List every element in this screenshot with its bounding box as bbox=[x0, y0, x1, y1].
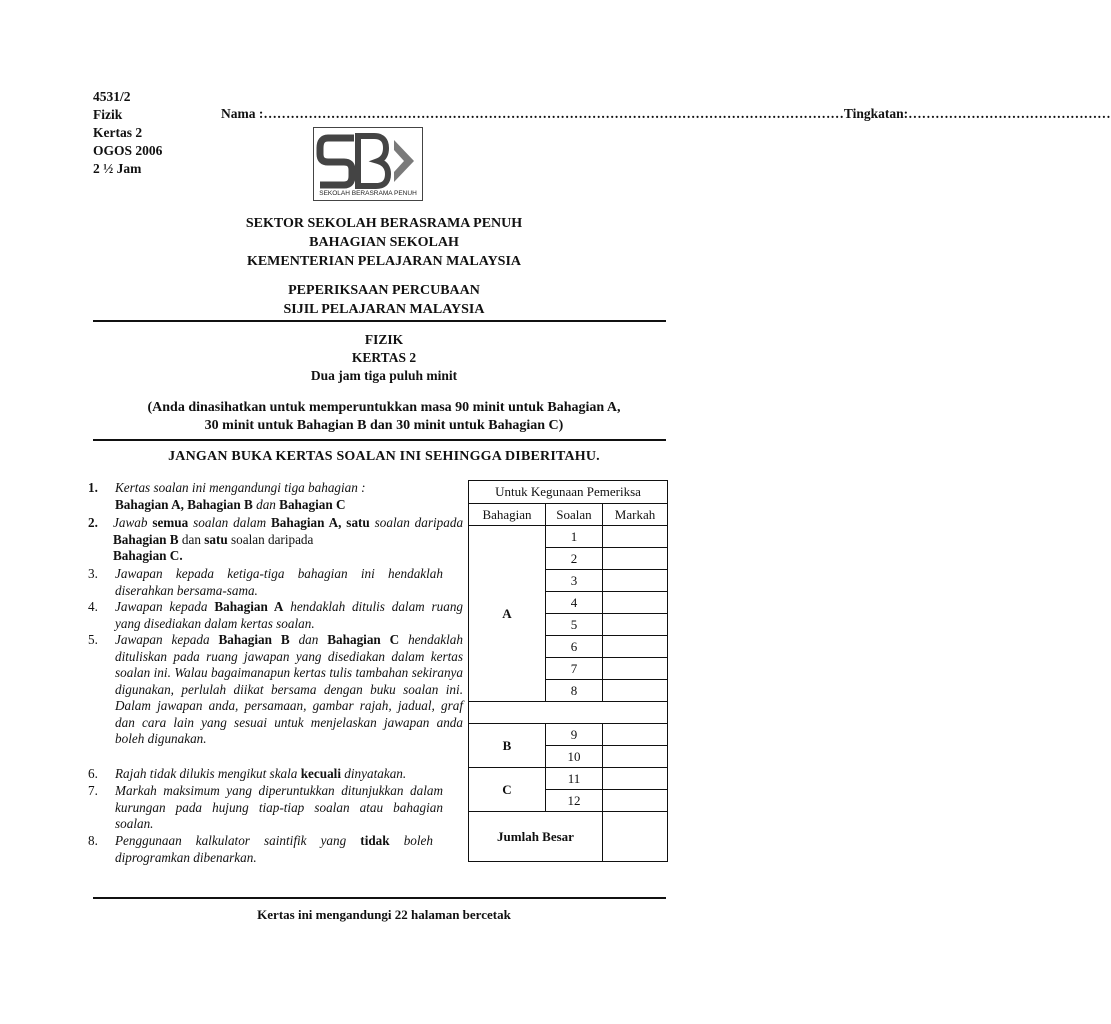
section-b-label: B bbox=[469, 724, 546, 768]
instruction-7: 7. Markah maksimum yang diperuntukkan ditunjukkan dalam kurungan pada hujung tiap-tiap soalan atau bahagian soalan. bbox=[88, 783, 443, 831]
instruction-3: 3. Jawapan kepada ketiga-tiga bahagian ini hendaklah diserahkan bersama-sama. bbox=[88, 566, 443, 598]
exam-line-1: PEPERIKSAAN PERCUBAAN bbox=[288, 283, 480, 298]
organisation-block bbox=[0, 214, 768, 271]
col-header-section: Bahagian bbox=[469, 504, 546, 526]
question-number: 8 bbox=[546, 680, 603, 702]
question-number: 12 bbox=[546, 790, 603, 812]
question-number: 11 bbox=[546, 768, 603, 790]
spacer-row bbox=[469, 702, 668, 724]
question-number: 9 bbox=[546, 724, 603, 746]
mark-cell[interactable] bbox=[603, 592, 668, 614]
mark-cell[interactable] bbox=[603, 526, 668, 548]
question-number: 5 bbox=[546, 614, 603, 636]
warning-notice: JANGAN BUKA KERTAS SOALAN INI SEHINGGA DIBERITAHU. bbox=[168, 449, 600, 464]
question-number: 2 bbox=[546, 548, 603, 570]
question-number: 4 bbox=[546, 592, 603, 614]
total-mark-cell[interactable] bbox=[603, 812, 668, 862]
question-number: 3 bbox=[546, 570, 603, 592]
exam-line-2: SIJIL PELAJARAN MALAYSIA bbox=[283, 302, 485, 317]
divider-1 bbox=[93, 320, 666, 322]
paper-code: 4531/2 bbox=[93, 89, 131, 104]
name-form-line: Nama :…………………………………………………………………………………………………………………Tingkatan:……………………………………… bbox=[221, 106, 1111, 121]
mark-cell[interactable] bbox=[603, 658, 668, 680]
section-a-label: A bbox=[469, 526, 546, 702]
col-header-marks: Markah bbox=[603, 504, 668, 526]
col-header-question: Soalan bbox=[546, 504, 603, 526]
sbp-logo bbox=[313, 127, 423, 201]
paper-date: OGOS 2006 bbox=[93, 143, 163, 158]
instruction-5: 5. Jawapan kepada Bahagian B dan Bahagian C hendaklah dituliskan pada ruang jawapan yang disediakan dalam kertas soalan ini. Walau bagaimanapun kertas tulis tambahan sekiranya digunakan, perlulah diikat bersama dengan buku soalan ini. Dalam jawapan anda, persamaan, gambar rajah, jadual, graf dan cara lain yang sesuai untuk menjelaskan jawapan anda boleh digunakan. bbox=[88, 632, 463, 746]
mark-cell[interactable] bbox=[603, 636, 668, 658]
org-line-3: KEMENTERIAN PELAJARAN MALAYSIA bbox=[246, 254, 522, 269]
exam-title-block bbox=[0, 281, 768, 319]
section-c-label: C bbox=[469, 768, 546, 812]
paper-subject: Fizik bbox=[93, 107, 123, 122]
instruction-4: 4. Jawapan kepada Bahagian A hendaklah ditulis dalam ruang yang disediakan dalam kertas soalan. bbox=[88, 599, 464, 631]
mark-cell[interactable] bbox=[603, 680, 668, 702]
total-label: Jumlah Besar bbox=[469, 812, 603, 862]
footer-page-count: Kertas ini mengandungi 22 halaman bercetak bbox=[257, 907, 511, 922]
mark-cell[interactable] bbox=[603, 548, 668, 570]
instruction-8: 8. Penggunaan kalkulator saintifik yang tidak boleh diprogramkan dibenarkan. bbox=[88, 833, 434, 865]
instruction-1: 1. Kertas soalan ini mengandungi tiga bahagian : Bahagian A, Bahagian B dan Bahagian C bbox=[88, 480, 366, 512]
advice-line-2: 30 minit untuk Bahagian B dan 30 minit untuk Bahagian C) bbox=[204, 418, 564, 433]
examiner-marks-table bbox=[468, 480, 668, 862]
paper-number: Kertas 2 bbox=[93, 125, 143, 140]
org-line-2: BAHAGIAN SEKOLAH bbox=[309, 235, 459, 250]
question-number: 6 bbox=[546, 636, 603, 658]
logo-caption: SEKOLAH BERASRAMA PENUH bbox=[319, 190, 417, 197]
mark-cell[interactable] bbox=[603, 768, 668, 790]
question-number: 1 bbox=[546, 526, 603, 548]
mark-cell[interactable] bbox=[603, 746, 668, 768]
instruction-2: 2. Jawab semua soalan dalam Bahagian A, satu soalan daripada Bahagian B dan satu soalan daripada Bahagian C. bbox=[88, 515, 464, 563]
paper-duration: 2 ½ Jam bbox=[93, 161, 142, 176]
paper-subject-title: FIZIK bbox=[364, 332, 404, 347]
paper-title-block bbox=[0, 331, 768, 385]
paper-header bbox=[93, 88, 162, 178]
instruction-6: 6. Rajah tidak dilukis mengikut skala kecuali dinyatakan. bbox=[88, 766, 407, 781]
mark-cell[interactable] bbox=[603, 724, 668, 746]
paper-number-title: KERTAS 2 bbox=[351, 350, 417, 365]
paper-duration-title: Dua jam tiga puluh minit bbox=[310, 368, 458, 383]
divider-2 bbox=[93, 439, 666, 441]
mark-cell[interactable] bbox=[603, 790, 668, 812]
mark-cell[interactable] bbox=[603, 614, 668, 636]
advice-line-1: (Anda dinasihatkan untuk memperuntukkan masa 90 minit untuk Bahagian A, bbox=[147, 400, 621, 415]
question-number: 7 bbox=[546, 658, 603, 680]
org-line-1: SEKTOR SEKOLAH BERASRAMA PENUH bbox=[245, 216, 523, 231]
mark-cell[interactable] bbox=[603, 570, 668, 592]
time-advice bbox=[0, 399, 768, 435]
table-title: Untuk Kegunaan Pemeriksa bbox=[469, 481, 668, 504]
question-number: 10 bbox=[546, 746, 603, 768]
divider-3 bbox=[93, 897, 666, 899]
